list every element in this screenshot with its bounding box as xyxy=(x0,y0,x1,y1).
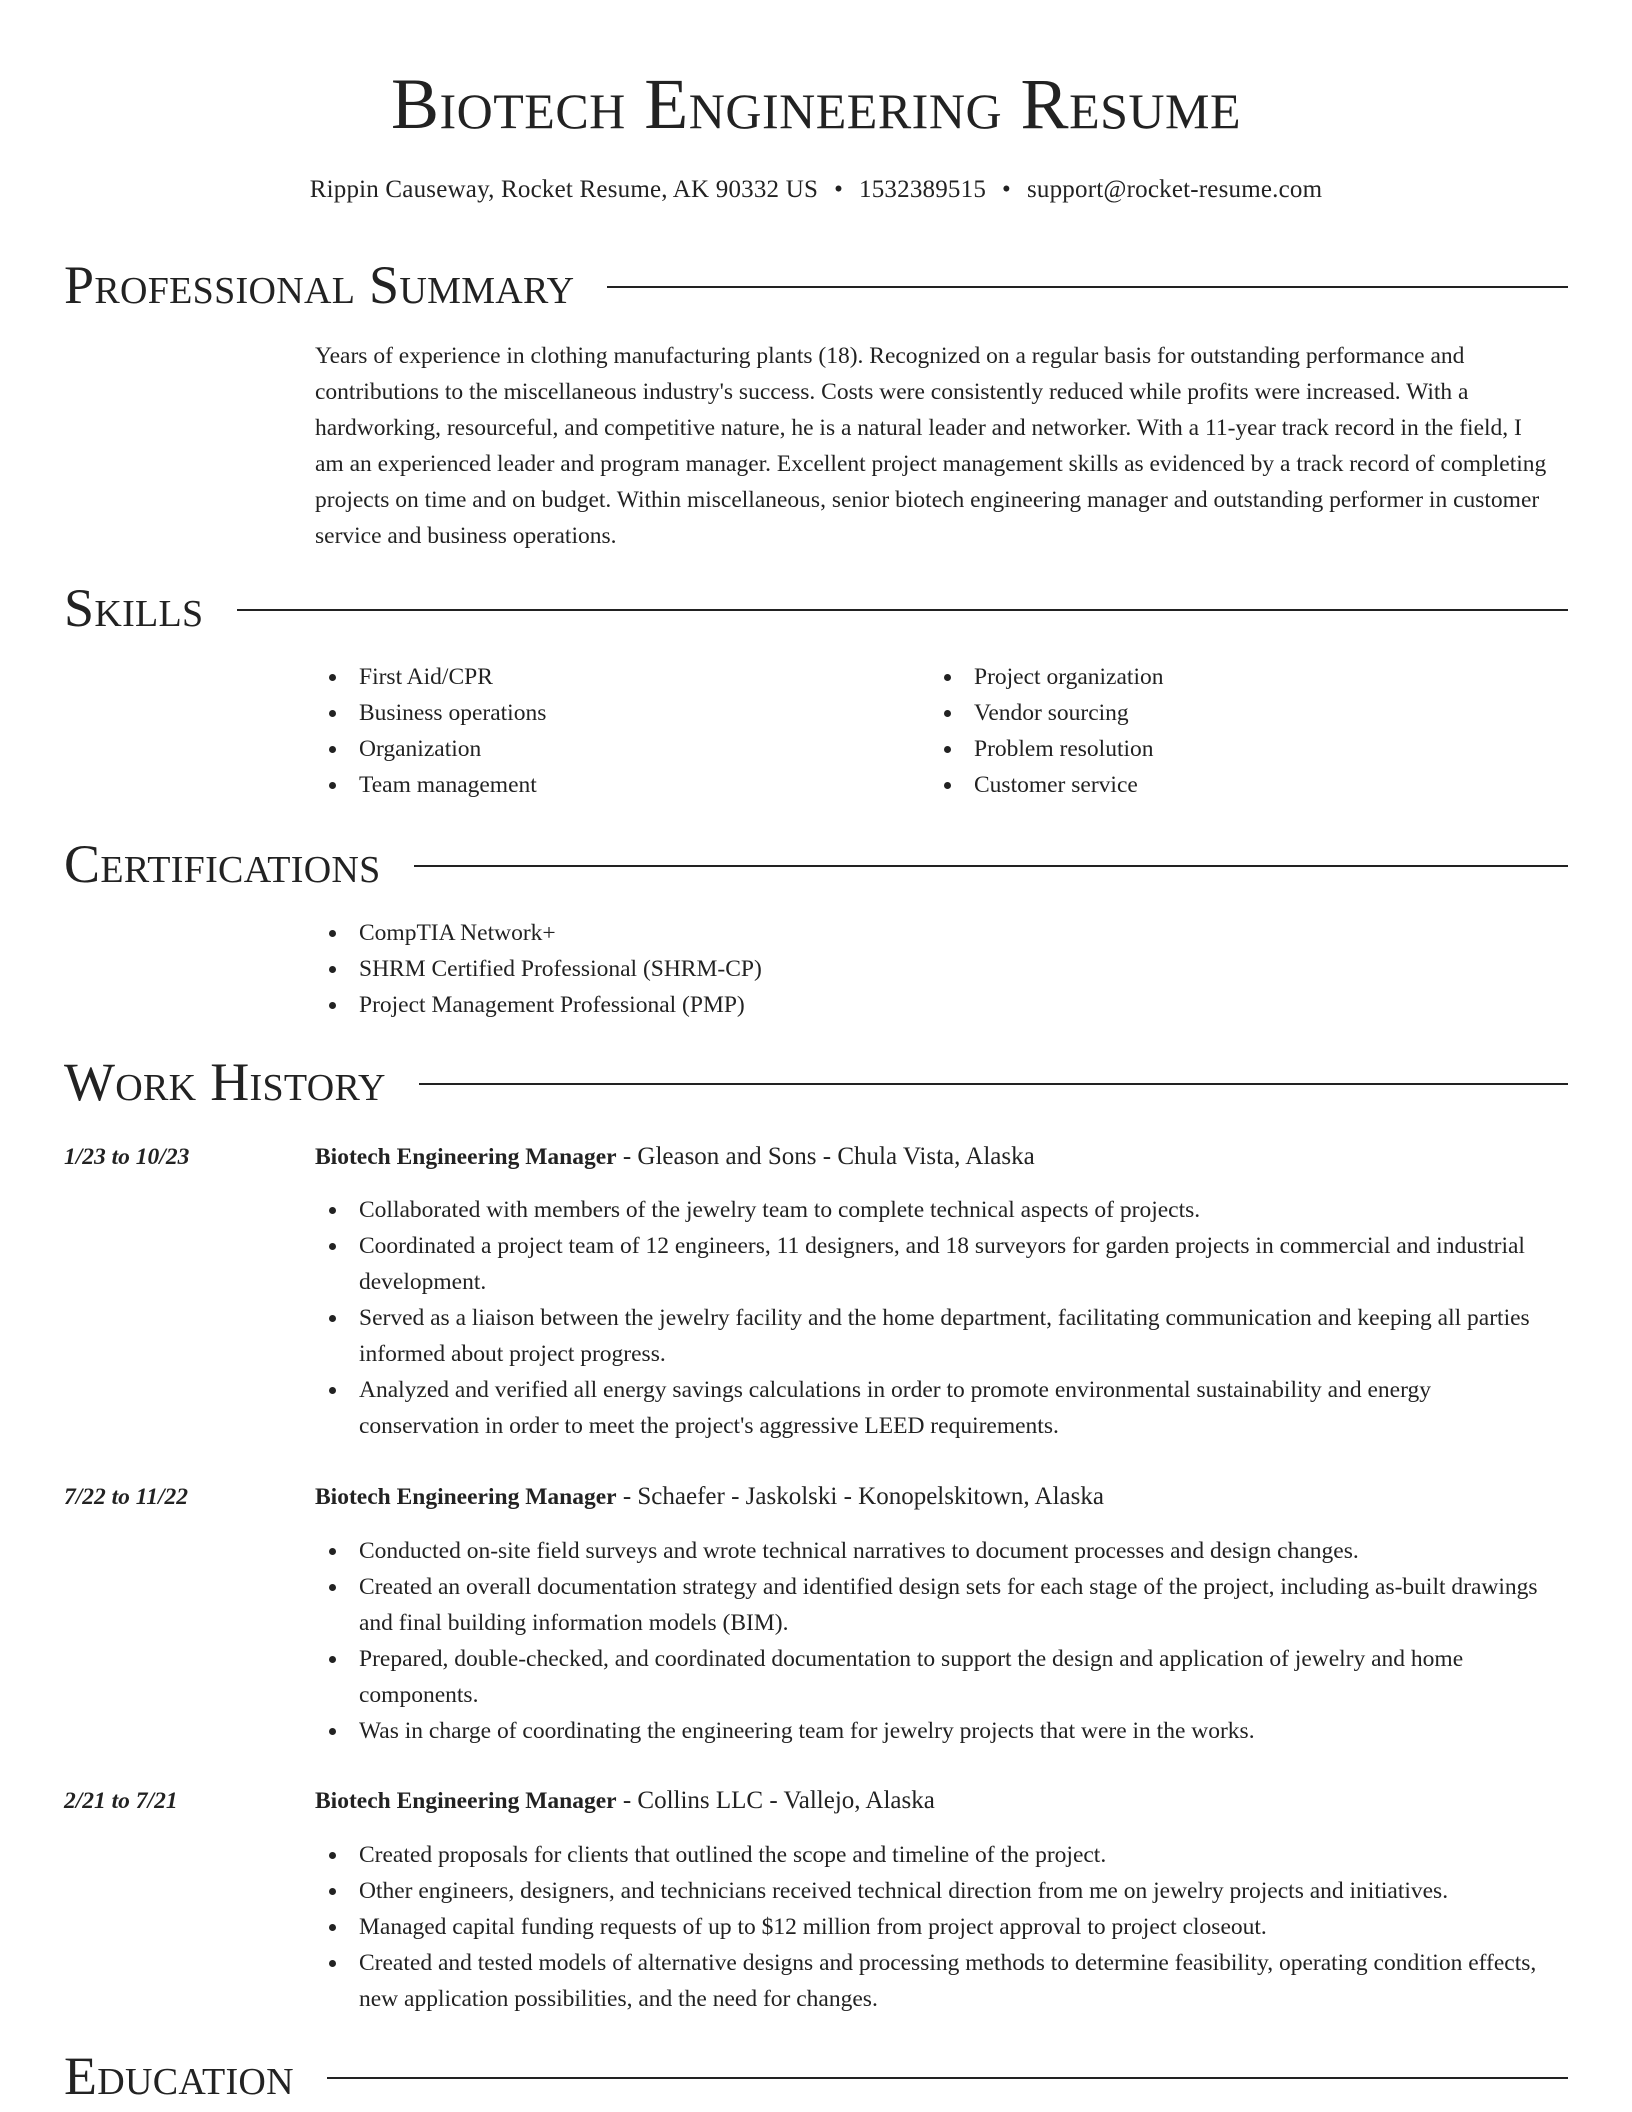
job-dates: 1/23 to 10/23 xyxy=(64,1144,190,1170)
job-bullet: Other engineers, designers, and technicians received technical direction from me on jewelry projects and initiatives. xyxy=(315,1873,1555,1909)
job-bullet: Conducted on-site field surveys and wrote technical narratives to document processes and design changes. xyxy=(315,1533,1555,1569)
job-dates: 2/21 to 7/21 xyxy=(64,1788,178,1814)
section-header-summary xyxy=(64,253,1568,317)
job-bullet: Created an overall documentation strategy and identified design sets for each stage of the project, including as-built drawings and final building information models (BIM). xyxy=(315,1569,1555,1641)
resume-title: Biotech Engineering Resume xyxy=(390,64,1242,144)
section-title-work-history: Work History xyxy=(64,1052,386,1112)
section-header-certifications xyxy=(64,832,1568,896)
job-employer-location: - Collins LLC - Vallejo, Alaska xyxy=(616,1787,935,1814)
skills-list-right xyxy=(930,659,1530,803)
section-divider xyxy=(414,865,1568,867)
section-title-certifications: Certifications xyxy=(64,834,381,894)
section-title-skills: Skills xyxy=(64,578,204,638)
contact-separator: • xyxy=(1002,176,1011,203)
section-header-education xyxy=(64,2044,1568,2108)
job-bullet: Created and tested models of alternative designs and processing methods to determine feasibility, operating condition effects, new application possibilities, and the need for changes. xyxy=(315,1945,1555,2017)
job-employer-location: - Schaefer - Jaskolski - Konopelskitown, Alaska xyxy=(616,1483,1104,1510)
job-title xyxy=(315,1783,935,1819)
section-divider xyxy=(327,2077,1568,2079)
section-header-work-history xyxy=(64,1050,1568,1114)
skill-item: Project organization xyxy=(930,659,1530,695)
section-title-summary: Professional Summary xyxy=(64,255,575,315)
job-title xyxy=(315,1139,1035,1175)
section-divider xyxy=(607,286,1568,288)
job-bullet: Prepared, double-checked, and coordinated documentation to support the design and application of jewelry and home components. xyxy=(315,1641,1555,1713)
skill-item: Problem resolution xyxy=(930,731,1530,767)
job-dates: 7/22 to 11/22 xyxy=(64,1484,189,1510)
skill-item: Business operations xyxy=(315,695,895,731)
job-bullets xyxy=(315,1533,1555,1749)
job-bullet: Coordinated a project team of 12 engineers, 11 designers, and 18 surveyors for garden projects in commercial and industrial development. xyxy=(315,1228,1555,1300)
skill-item: Organization xyxy=(315,731,895,767)
job-bullets xyxy=(315,1837,1555,2017)
section-title-education: Education xyxy=(64,2046,294,2106)
contact-email: support@rocket-resume.com xyxy=(1026,176,1323,203)
job-title xyxy=(315,1479,1104,1515)
section-divider xyxy=(419,1083,1568,1085)
job-bullet: Managed capital funding requests of up to $12 million from project approval to project closeout. xyxy=(315,1909,1555,1945)
job-bullets xyxy=(315,1192,1555,1444)
skill-item: Vendor sourcing xyxy=(930,695,1530,731)
job-bullet: Created proposals for clients that outlined the scope and timeline of the project. xyxy=(315,1837,1555,1873)
job-bullet: Collaborated with members of the jewelry team to complete technical aspects of projects. xyxy=(315,1192,1555,1228)
job-bullet: Was in charge of coordinating the engineering team for jewelry projects that were in the works. xyxy=(315,1713,1555,1749)
contact-line xyxy=(0,174,1632,206)
contact-phone: 1532389515 xyxy=(859,176,987,203)
contact-separator: • xyxy=(834,176,844,203)
contact-address: Rippin Causeway, Rocket Resume, AK 90332 US xyxy=(309,176,819,203)
certification-item: SHRM Certified Professional (SHRM-CP) xyxy=(315,951,1555,987)
certification-item: CompTIA Network+ xyxy=(315,915,1555,951)
job-bullet: Analyzed and verified all energy savings calculations in order to promote environmental sustainability and energy conservation in order to meet the project's aggressive LEED requirements. xyxy=(315,1372,1555,1444)
skills-list-left xyxy=(315,659,895,803)
section-header-skills xyxy=(64,576,1568,640)
skill-item: Customer service xyxy=(930,767,1530,803)
job-employer-location: - Gleason and Sons - Chula Vista, Alaska xyxy=(616,1143,1035,1170)
skill-item: Team management xyxy=(315,767,895,803)
skill-item: First Aid/CPR xyxy=(315,659,895,695)
job-role: Biotech Engineering Manager xyxy=(315,1144,617,1170)
job-role: Biotech Engineering Manager xyxy=(315,1484,617,1510)
certification-item: Project Management Professional (PMP) xyxy=(315,987,1555,1023)
section-divider xyxy=(237,609,1569,611)
job-bullet: Served as a liaison between the jewelry facility and the home department, facilitating communication and keeping all parties informed about project progress. xyxy=(315,1300,1555,1372)
certifications-list xyxy=(315,915,1555,1023)
job-role: Biotech Engineering Manager xyxy=(315,1788,617,1814)
summary-text: Years of experience in clothing manufacturing plants (18). Recognized on a regular basis for outstanding performance and contributions to the miscellaneous industry's success. Costs were consistently reduced while profits were increased. With a hardworking, resourceful, and competitive nature, he is a natural leader and networker. With a 11-year track record in the field, I am an experienced leader and program manager. Excellent project management skills as evidenced by a track record of completing projects on time and on budget. Within miscellaneous, senior biotech engineering manager and outstanding performer in customer service and business operations. xyxy=(315,343,1547,549)
